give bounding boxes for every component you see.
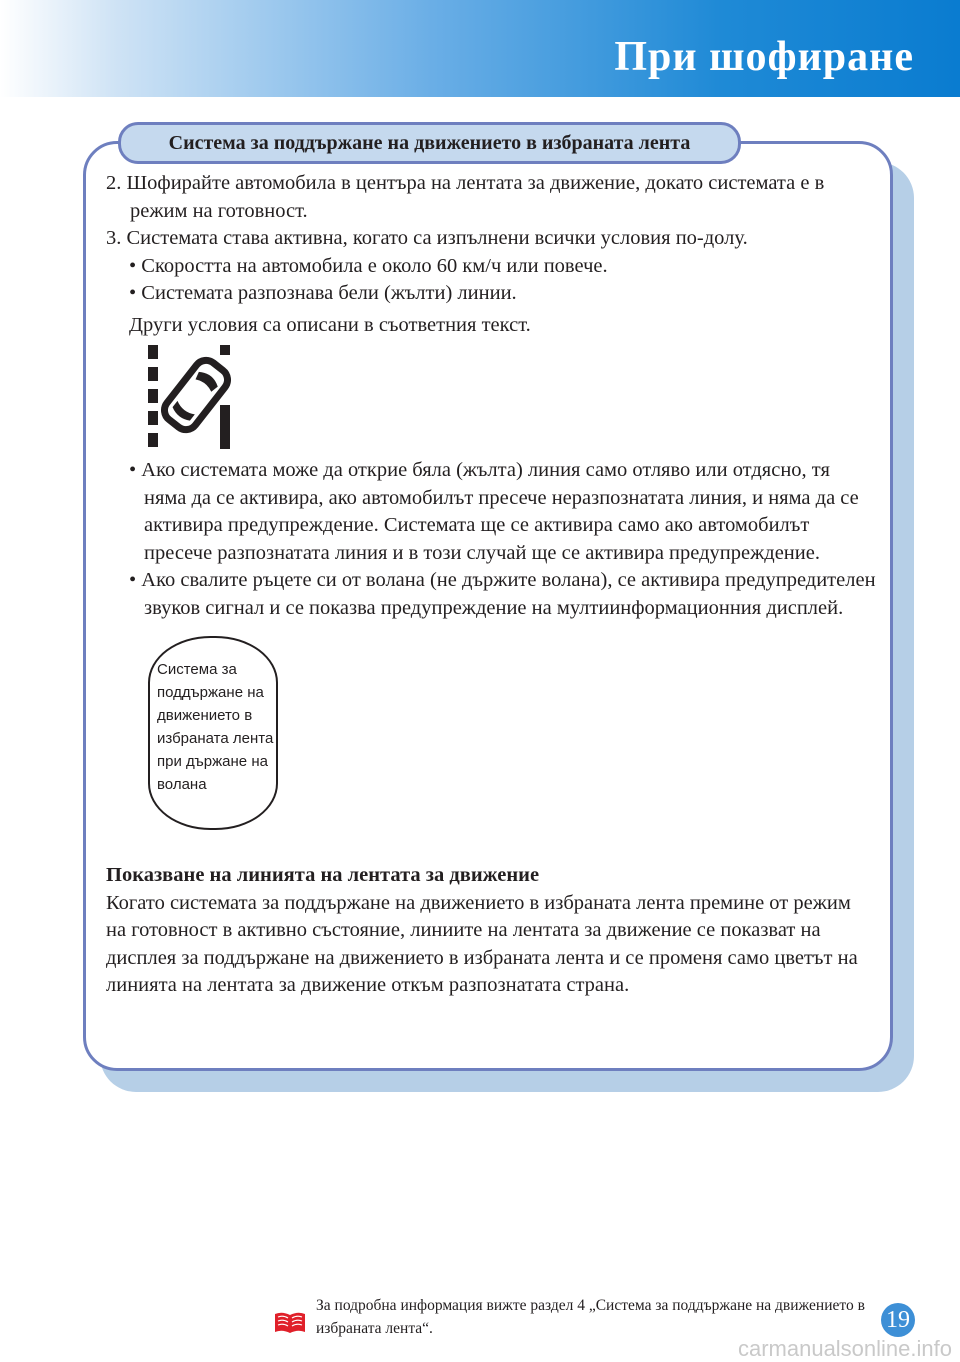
section-tab-title: Система за поддържане на движението в избраната лента: [168, 132, 691, 154]
display-message-line: поддържане на: [157, 684, 264, 701]
condition-speed: • Скоростта на автомобила е около 60 км/ч или повече.: [129, 254, 608, 277]
lane-departure-icon: [148, 345, 248, 449]
step-2: 2. Шофирайте автомобила в центъра на лентата за движение, докато системата е в режим на готовност.: [106, 172, 825, 222]
display-description: Когато системата за поддържане на движението в избраната лента премине от режим на готовност в активно състояние, линиите на лентата за движение се показват на дисплея за поддържане на движението в избраната лента и се променя само цветът на линията на лентата за движение откъм разпознатата страна.: [106, 891, 858, 996]
book-icon: [274, 1310, 306, 1334]
section-tab: [118, 122, 741, 164]
multi-info-display-oval: [148, 636, 278, 830]
condition-one-side-line: • Ако системата може да открие бяла (жълта) линия само отляво или отдясно, тя няма да се активира, ако автомобилът пресече неразпознатата линия, и няма да се активира предупреждение. Системата ще се активира само ако автомобилът пресече разпознатата линия и в този случай ще се активира предупреждение.: [129, 459, 859, 564]
display-heading: Показване на линията на лентата за движение: [106, 864, 540, 886]
page-title: При шофиране: [614, 34, 914, 80]
page-header: [0, 0, 960, 97]
condition-hands-off: • Ако свалите ръцете си от волана (не държите волана), се активира предупредителен звуков сигнал и се показва предупреждение на мултиинформационния дисплей.: [129, 569, 876, 619]
condition-lines: • Системата разпознава бели (жълти) линии.: [129, 282, 517, 304]
display-illustration: [106, 632, 876, 844]
display-message: [157, 658, 273, 796]
footer-reference-note: За подробна информация вижте раздел 4 „Система за поддържане на движението в избраната лента“.: [316, 1297, 865, 1337]
section-content: [106, 170, 876, 1000]
display-message-line: движението в: [157, 707, 253, 724]
display-message-line: при държане на: [157, 753, 268, 770]
display-message-line: Система за: [157, 661, 237, 678]
display-message-line: избраната лента: [157, 730, 274, 747]
display-message-line: волана: [157, 776, 207, 793]
watermark: carmanualsonline.info: [737, 1336, 952, 1361]
step-3: 3. Системата става активна, когато са изпълнени всички условия по-долу.: [106, 227, 748, 249]
other-conditions-note: Други условия са описани в съответния текст.: [129, 313, 531, 336]
page-number-badge: 19: [881, 1303, 915, 1337]
